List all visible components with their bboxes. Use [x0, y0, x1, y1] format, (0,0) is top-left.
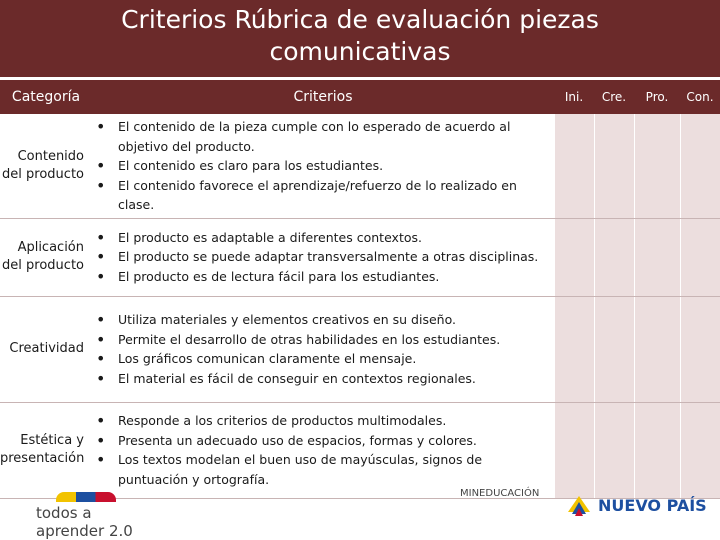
nuevo-pais-mark-icon	[566, 492, 592, 518]
score-cell-cre[interactable]	[594, 296, 634, 402]
mineducacion-logo: MINEDUCACIÓN	[460, 488, 540, 499]
criterion-item: • Los gráficos comunican claramente el mensaje.	[92, 349, 548, 369]
criterion-item: • Presenta un adecuado uso de espacios, formas y colores.	[92, 431, 548, 451]
category-cell	[0, 114, 92, 218]
criterion-item: • El producto es adaptable a diferentes contextos.	[92, 228, 548, 248]
flag-arc-icon	[56, 492, 116, 502]
score-cell-con[interactable]	[680, 218, 720, 296]
score-cell-ini[interactable]	[554, 114, 594, 218]
score-cell-ini[interactable]	[554, 218, 594, 296]
todos-a-aprender-logo	[36, 498, 146, 540]
logo-text: todos a aprender 2.0	[36, 504, 133, 540]
category-label: Estética y	[20, 433, 84, 448]
criterion-item: • El contenido favorece el aprendizaje/refuerzo de lo realizado en clase.	[92, 176, 548, 215]
criterion-item: • El contenido de la pieza cumple con lo esperado de acuerdo al objetivo del producto.	[92, 117, 548, 156]
category-cell	[0, 218, 92, 296]
score-cell-pro[interactable]	[634, 218, 680, 296]
score-cell-pro[interactable]	[634, 114, 680, 218]
header-criteria: Criterios	[92, 80, 554, 114]
criterion-item: • El contenido es claro para los estudiantes.	[92, 156, 548, 176]
header-level-con: Con.	[680, 80, 720, 114]
header-level-ini: Ini.	[554, 80, 594, 114]
criterion-item: • Los textos modelan el buen uso de mayúsculas, signos de puntuación y ortografía.	[92, 450, 548, 489]
criteria-cell	[92, 218, 554, 296]
rubric-table	[0, 80, 720, 499]
criterion-item: • Permite el desarrollo de otras habilidades en los estudiantes.	[92, 330, 548, 350]
category-label: del producto	[2, 166, 84, 182]
category-cell	[0, 296, 92, 402]
criterion-item: • Responde a los criterios de productos multimodales.	[92, 411, 548, 431]
header-level-pro: Pro.	[634, 80, 680, 114]
table-row	[0, 402, 720, 498]
category-label: Contenido	[17, 148, 84, 164]
score-cell-ini[interactable]	[554, 402, 594, 498]
score-cell-con[interactable]	[680, 296, 720, 402]
criteria-cell	[92, 402, 554, 498]
score-cell-pro[interactable]	[634, 402, 680, 498]
header-category: Categoría	[0, 80, 92, 114]
title-line-1: Criterios Rúbrica de evaluación piezas	[121, 5, 599, 34]
logo-text: NUEVO PAÍS	[598, 496, 707, 515]
title-line-2: comunicativas	[269, 37, 451, 66]
score-cell-cre[interactable]	[594, 114, 634, 218]
category-cell	[0, 402, 92, 498]
header-level-cre: Cre.	[594, 80, 634, 114]
category-label: Aplicación	[17, 240, 84, 255]
score-cell-pro[interactable]	[634, 296, 680, 402]
slide-title	[0, 0, 720, 77]
score-cell-ini[interactable]	[554, 296, 594, 402]
category-label: del producto	[2, 258, 84, 273]
criterion-item: • El material es fácil de conseguir en contextos regionales.	[92, 369, 548, 389]
category-label: Creatividad	[9, 341, 84, 356]
table-header-row	[0, 80, 720, 114]
category-label: presentación	[0, 451, 85, 466]
score-cell-con[interactable]	[680, 402, 720, 498]
table-row	[0, 114, 720, 218]
score-cell-con[interactable]	[680, 114, 720, 218]
criterion-item: • El producto es de lectura fácil para los estudiantes.	[92, 267, 548, 287]
criterion-item: • El producto se puede adaptar transversalmente a otras disciplinas.	[92, 247, 548, 267]
table-row	[0, 296, 720, 402]
table-row	[0, 218, 720, 296]
criteria-cell	[92, 296, 554, 402]
score-cell-cre[interactable]	[594, 402, 634, 498]
criterion-item: • Utiliza materiales y elementos creativos en su diseño.	[92, 310, 548, 330]
criteria-cell	[92, 114, 554, 218]
score-cell-cre[interactable]	[594, 218, 634, 296]
